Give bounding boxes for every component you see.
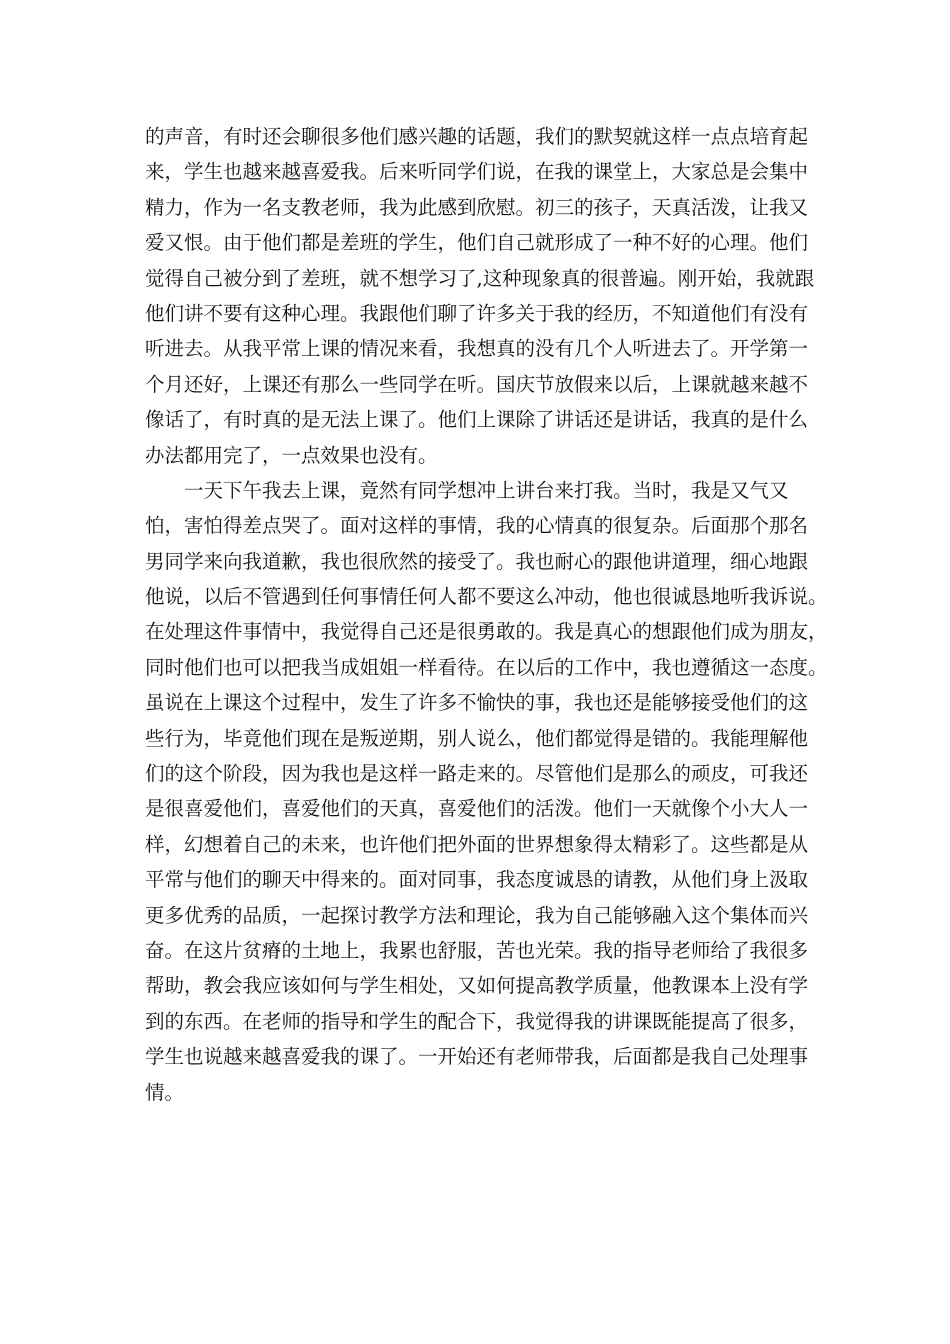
text-line: 精力，作为一名支教老师，我为此感到欣慰。初三的孩子，天真活泼，让我又 bbox=[145, 195, 809, 219]
text-line: 奋。在这片贫瘠的土地上，我累也舒服，苦也光荣。我的指导老师给了我很多 bbox=[145, 938, 809, 962]
text-line: 更多优秀的品质，一起探讨教学方法和理论，我为自己能够融入这个集体而兴 bbox=[145, 903, 809, 927]
text-line: 他说，以后不管遇到任何事情任何人都不要这么冲动，他也很诚恳地听我诉说。 bbox=[145, 585, 828, 609]
paragraph-2 bbox=[145, 473, 828, 1110]
text-line: 爱又恨。由于他们都是差班的学生，他们自己就形成了一种不好的心理。他们 bbox=[145, 231, 809, 255]
text-line: 是很喜爱他们，喜爱他们的天真，喜爱他们的活泼。他们一天就像个小大人一 bbox=[145, 797, 809, 821]
text-line: 觉得自己被分到了差班，就不想学习了,这种现象真的很普遍。刚开始，我就跟 bbox=[145, 266, 815, 290]
text-line: 同时他们也可以把我当成姐姐一样看待。在以后的工作中，我也遵循这一态度。 bbox=[145, 655, 828, 679]
text-line: 平常与他们的聊天中得来的。面对同事，我态度诚恳的请教，从他们身上汲取 bbox=[145, 868, 809, 892]
text-line: 情。 bbox=[145, 1080, 185, 1104]
text-line: 像话了，有时真的是无法上课了。他们上课除了讲话还是讲话，我真的是什么 bbox=[145, 408, 809, 432]
text-line: 些行为，毕竟他们现在是叛逆期，别人说么，他们都觉得是错的。我能理解他 bbox=[145, 726, 809, 750]
text-line: 的声音，有时还会聊很多他们感兴趣的话题，我们的默契就这样一点点培育起 bbox=[145, 125, 809, 148]
text-line: 来，学生也越来越喜爱我。后来听同学们说，在我的课堂上，大家总是会集中 bbox=[145, 160, 809, 184]
text-line: 听进去。从我平常上课的情况来看，我想真的没有几个人听进去了。开学第一 bbox=[145, 337, 809, 361]
text-line: 一天下午我去上课，竟然有同学想冲上讲台来打我。当时，我是又气又 bbox=[145, 478, 789, 502]
text-line: 怕，害怕得差点哭了。面对这样的事情，我的心情真的很复杂。后面那个那名 bbox=[145, 514, 809, 538]
text-line: 在处理这件事情中，我觉得自己还是很勇敢的。我是真心的想跟他们成为朋友， bbox=[145, 620, 828, 644]
text-line: 虽说在上课这个过程中，发生了许多不愉快的事，我也还是能够接受他们的这 bbox=[145, 691, 809, 715]
text-line: 男同学来向我道歉，我也很欣然的接受了。我也耐心的跟他讲道理，细心地跟 bbox=[145, 549, 809, 573]
text-line: 样，幻想着自己的未来，也许他们把外面的世界想象得太精彩了。这些都是从 bbox=[145, 832, 809, 856]
text-line: 办法都用完了，一点效果也没有。 bbox=[145, 443, 438, 467]
text-line: 他们讲不要有这种心理。我跟他们聊了许多关于我的经历，不知道他们有没有 bbox=[145, 301, 809, 325]
document-body bbox=[145, 119, 828, 1110]
text-line: 个月还好，上课还有那么一些同学在听。国庆节放假来以后，上课就越来越不 bbox=[145, 372, 809, 396]
text-line: 帮助，教会我应该如何与学生相处，又如何提高教学质量，他教课本上没有学 bbox=[145, 974, 809, 998]
text-line: 到的东西。在老师的指导和学生的配合下，我觉得我的讲课既能提高了很多， bbox=[145, 1009, 809, 1033]
text-line: 学生也说越来越喜爱我的课了。一开始还有老师带我，后面都是我自己处理事 bbox=[145, 1045, 809, 1069]
text-line: 们的这个阶段，因为我也是这样一路走来的。尽管他们是那么的顽皮，可我还 bbox=[145, 762, 809, 786]
paragraph-1 bbox=[145, 119, 815, 473]
